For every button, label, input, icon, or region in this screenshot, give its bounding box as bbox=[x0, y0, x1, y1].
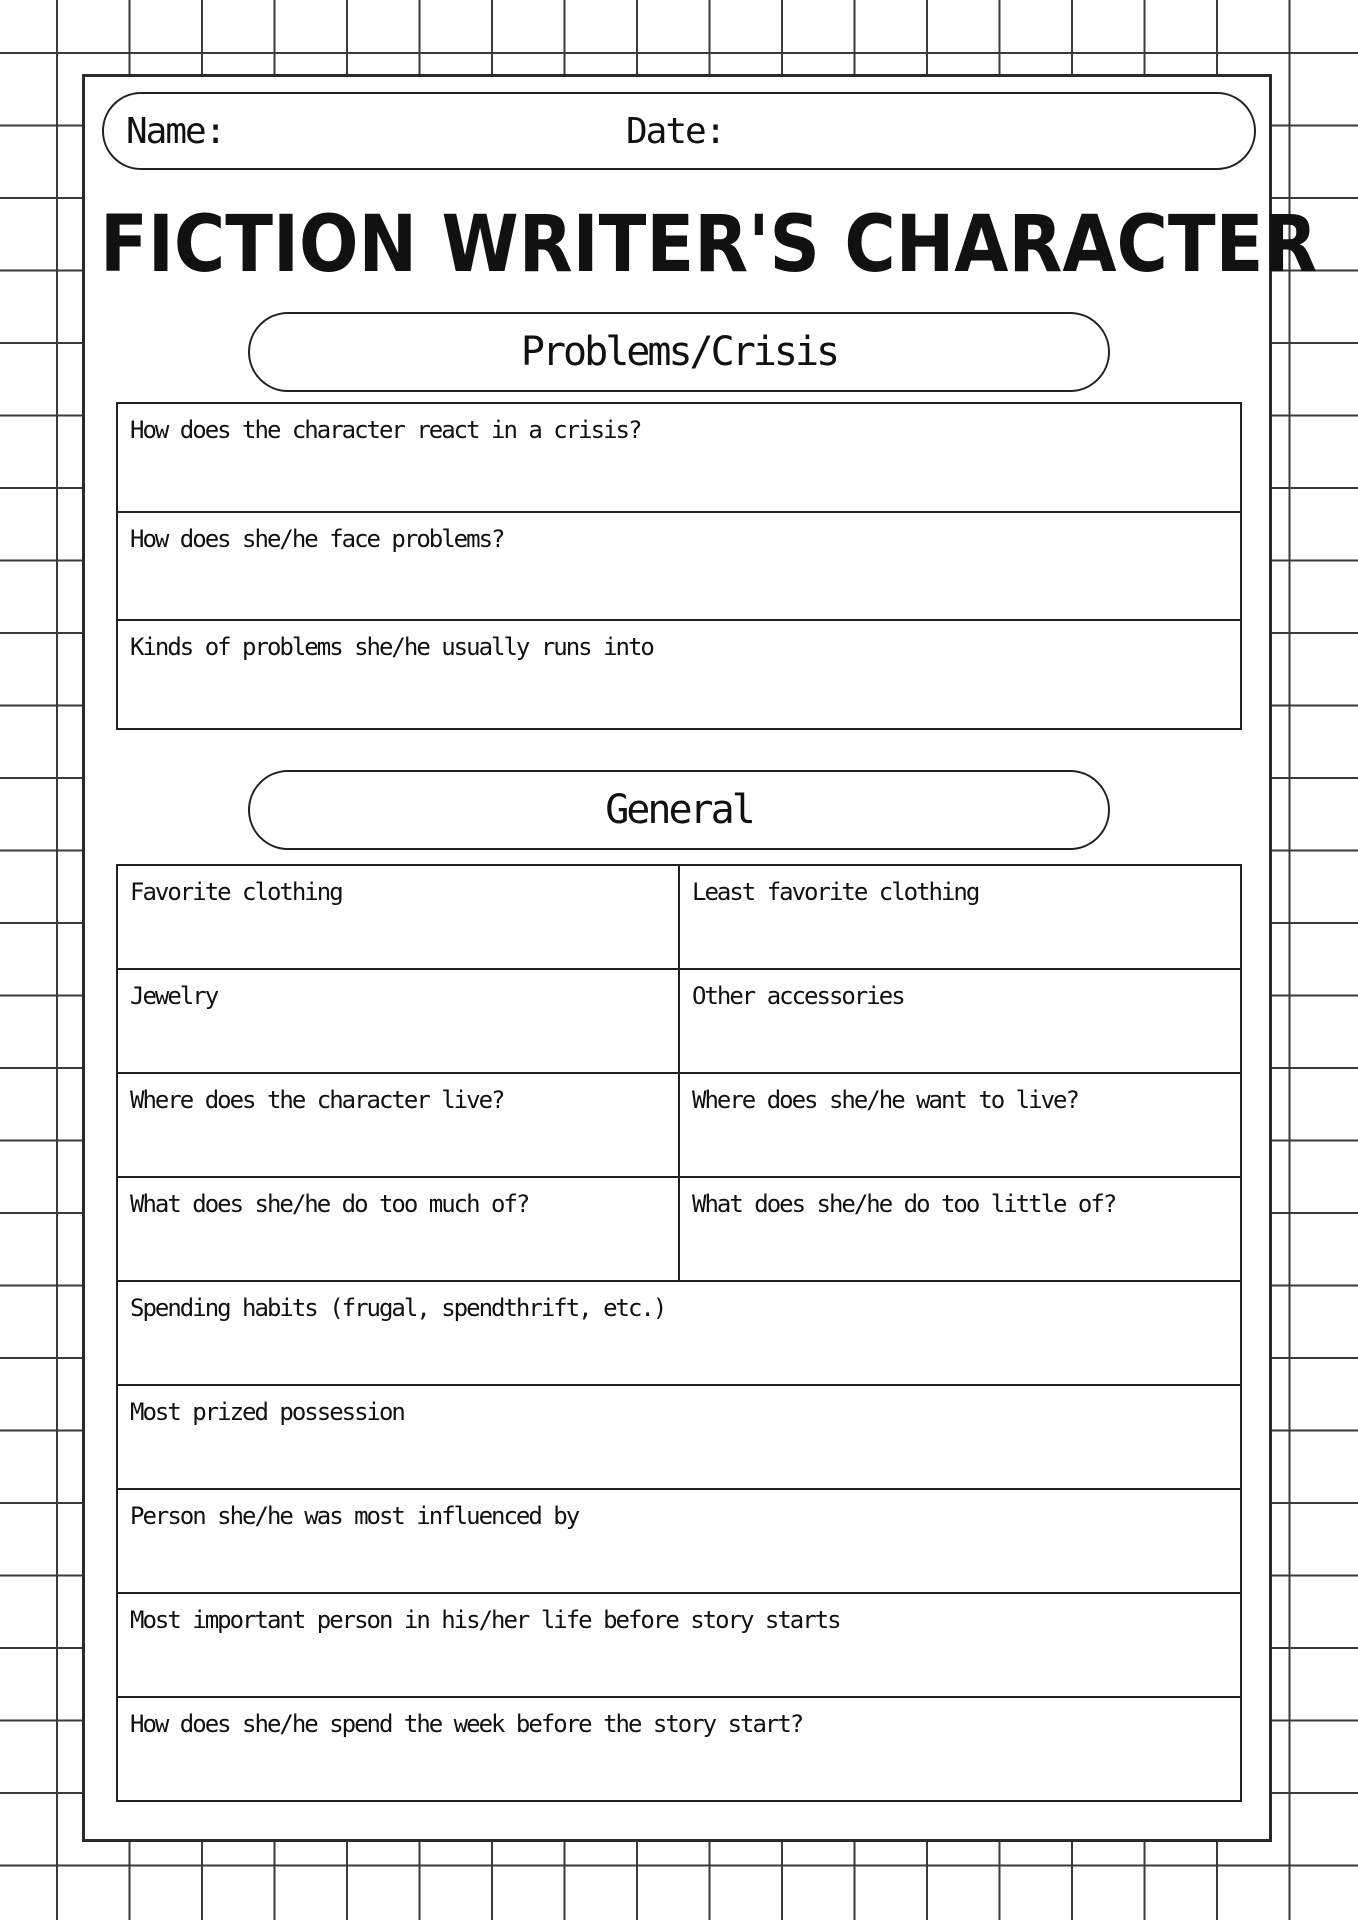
too-much-of-field[interactable]: What does she/he do too much of? bbox=[117, 1177, 679, 1281]
date-label: Date: bbox=[626, 111, 725, 152]
week-before-story-field[interactable]: How does she/he spend the week before the story start? bbox=[117, 1697, 1241, 1801]
prized-possession-field[interactable]: Most prized possession bbox=[117, 1385, 1241, 1489]
name-label: Name: bbox=[126, 111, 225, 152]
jewelry-field[interactable]: Jewelry bbox=[117, 969, 679, 1073]
general-table bbox=[116, 864, 1242, 1802]
most-influenced-by-field[interactable]: Person she/he was most influenced by bbox=[117, 1489, 1241, 1593]
too-little-of-field[interactable]: What does she/he do too little of? bbox=[679, 1177, 1241, 1281]
other-accessories-field[interactable]: Other accessories bbox=[679, 969, 1241, 1073]
problems-crisis-table bbox=[116, 402, 1242, 730]
crisis-reaction-field[interactable]: How does the character react in a crisis? bbox=[117, 403, 1241, 512]
kinds-of-problems-field[interactable]: Kinds of problems she/he usually runs into bbox=[117, 620, 1241, 729]
favorite-clothing-field[interactable]: Favorite clothing bbox=[117, 865, 679, 969]
important-person-field[interactable]: Most important person in his/her life before story starts bbox=[117, 1593, 1241, 1697]
general-heading: General bbox=[248, 770, 1110, 850]
least-favorite-clothing-field[interactable]: Least favorite clothing bbox=[679, 865, 1241, 969]
page-title: FICTION WRITER'S CHARACTER bbox=[100, 198, 1318, 290]
where-live-field[interactable]: Where does the character live? bbox=[117, 1073, 679, 1177]
spending-habits-field[interactable]: Spending habits (frugal, spendthrift, etc.) bbox=[117, 1281, 1241, 1385]
problems-crisis-heading: Problems/Crisis bbox=[248, 312, 1110, 392]
want-to-live-field[interactable]: Where does she/he want to live? bbox=[679, 1073, 1241, 1177]
name-date-bar bbox=[102, 92, 1256, 170]
face-problems-field[interactable]: How does she/he face problems? bbox=[117, 512, 1241, 620]
